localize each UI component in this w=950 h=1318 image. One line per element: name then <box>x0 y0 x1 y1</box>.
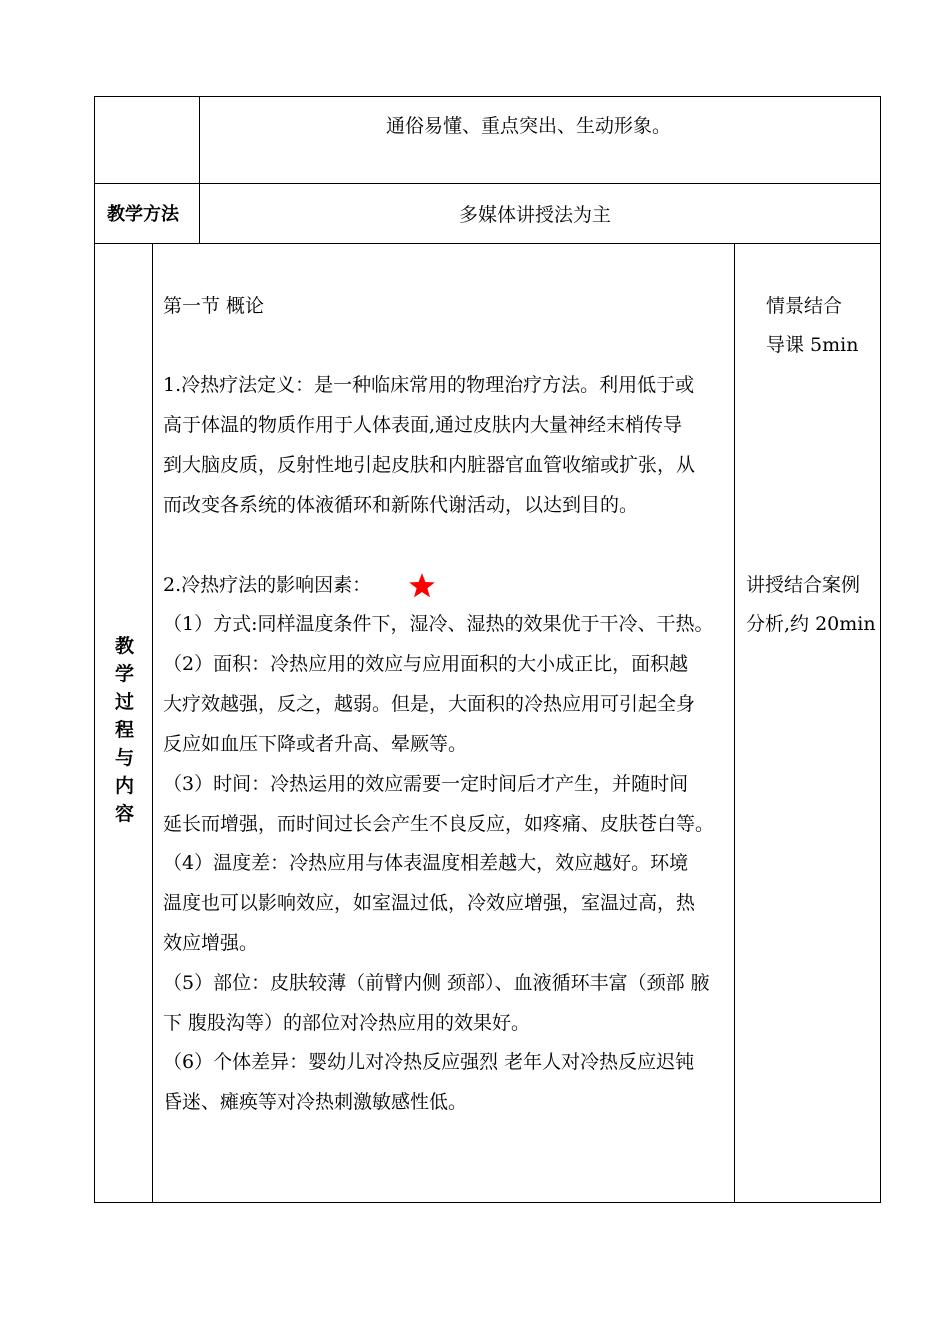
factor-line: 下 腹股沟等）的部位对冷热应用的效果好。 <box>163 1012 531 1034</box>
section-heading: 第一节 概论 <box>163 295 265 317</box>
table-border-top <box>94 96 881 97</box>
label-char: 容 <box>114 803 134 825</box>
note-intro-line1: 情景结合 <box>766 295 843 317</box>
factor-line: 延长而增强，而时间过长会产生不良反应，如疼痛、皮肤苍白等。 <box>163 813 715 835</box>
process-content-label <box>96 632 153 828</box>
teaching-goal-text: 通俗易懂、重点突出、生动形象。 <box>386 115 672 137</box>
note-intro-line2: 导课 5min <box>766 334 859 356</box>
factor-line: （5）部位：皮肤较薄（前臂内侧 颈部）、血液循环丰富（颈部 腋 <box>163 972 710 994</box>
definition-line: 高于体温的物质作用于人体表面,通过皮肤内大量神经末梢传导 <box>163 414 683 436</box>
factor-line: （4）温度差：冷热应用与体表温度相差越大，效应越好。环境 <box>163 852 689 874</box>
label-char: 过 <box>114 691 134 713</box>
factor-line: 效应增强。 <box>163 932 259 954</box>
label-char: 教 <box>114 635 134 657</box>
label-char: 学 <box>114 663 134 685</box>
factor-line: 昏迷、瘫痪等对冷热刺激敏感性低。 <box>163 1091 468 1113</box>
table-row-divider-1 <box>94 183 881 184</box>
table-col-divider-notes <box>734 243 735 1203</box>
table-col-divider-top <box>199 96 200 244</box>
factor-line: （2）面积：冷热应用的效应与应用面积的大小成正比，面积越 <box>163 653 689 675</box>
teaching-method-text: 多媒体讲授法为主 <box>459 204 612 226</box>
factor-line: 温度也可以影响效应，如室温过低，冷效应增强，室温过高，热 <box>163 892 696 914</box>
teaching-method-label: 教学方法 <box>107 204 179 225</box>
star-icon <box>408 572 436 600</box>
table-border-right <box>880 96 881 1203</box>
definition-line: 到大脑皮质，反射性地引起皮肤和内脏器官血管收缩或扩张，从 <box>163 454 696 476</box>
definition-line: 而改变各系统的体液循环和新陈代谢活动，以达到目的。 <box>163 494 639 516</box>
note-lecture-line1: 讲授结合案例 <box>746 574 861 596</box>
label-char: 内 <box>114 775 134 797</box>
factor-line: 大疗效越强，反之，越弱。但是，大面积的冷热应用可引起全身 <box>163 693 696 715</box>
table-border-left <box>94 96 95 1203</box>
factor-line: 反应如血压下降或者升高、晕厥等。 <box>163 733 468 755</box>
table-border-bottom <box>94 1202 881 1203</box>
factors-title: 2.冷热疗法的影响因素： <box>163 574 372 596</box>
label-char: 与 <box>114 747 134 769</box>
table-row-divider-2 <box>94 243 881 244</box>
note-lecture-line2: 分析,约 20min <box>746 613 876 635</box>
factor-line: （6）个体差异：婴幼儿对冷热反应强烈 老年人对冷热反应迟钝 <box>163 1051 695 1073</box>
factor-line: （3）时间：冷热运用的效应需要一定时间后才产生，并随时间 <box>163 773 689 795</box>
factor-line: （1）方式:同样温度条件下，湿冷、湿热的效果优于干冷、干热。 <box>163 613 714 635</box>
definition-line: 1.冷热疗法定义：是一种临床常用的物理治疗方法。利用低于或 <box>163 374 695 396</box>
label-char: 程 <box>114 719 134 741</box>
